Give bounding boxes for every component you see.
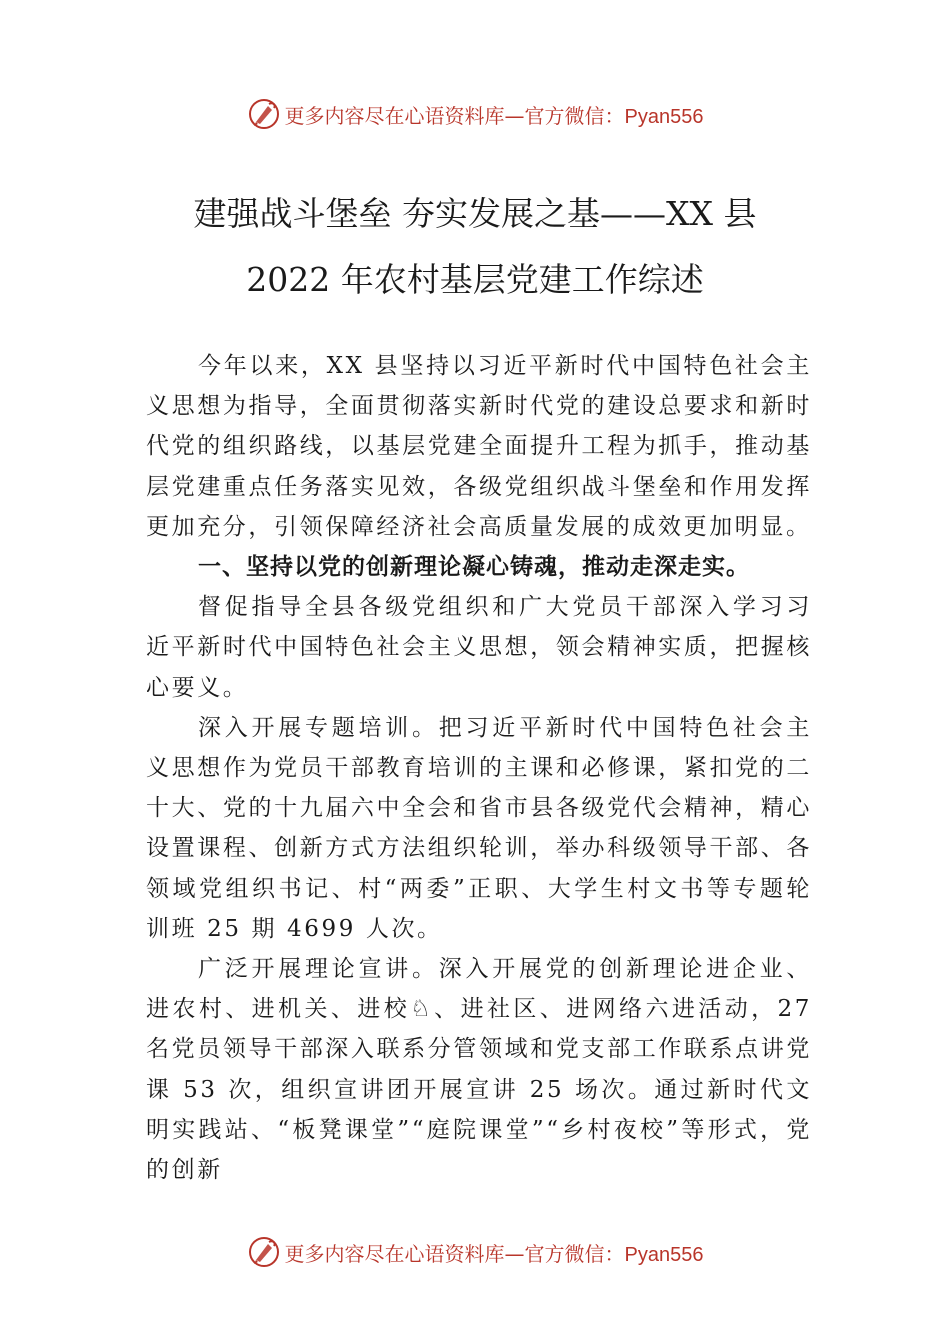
document-body <box>146 346 812 1190</box>
watermark-text: 更多内容尽在心语资料库—官方微信：Pyan556 <box>284 103 704 128</box>
paragraph-lectures: 广泛开展理论宣讲。深入开展党的创新理论进企业、进农村、进机关、进校♘、进社区、进网络六进活动，27 名党员领导干部深入联系分管领域和党支部工作联系点讲党课 53 次，组织宣讲团开展宣讲 25 场次。通过新时代文明实践站、“板凳课堂”“庭院课堂”“乡村夜校”等形式，党的创新 <box>146 956 812 1184</box>
paragraph-training: 深入开展专题培训。把习近平新时代中国特色社会主义思想作为党员干部教育培训的主课和必修课，紧扣党的二十大、党的十九届六中全会和省市县各级党代会精神，精心设置课程、创新方式方法组织轮训，举办科级领导干部、各领域党组织书记、村“两委”正职、大学生村文书等专题轮训班 25 期 4699 人次。 <box>146 714 812 942</box>
watermark-footer <box>0 1234 950 1270</box>
document-title-line-2: 2022 年农村基层党建工作综述 <box>246 260 704 299</box>
section-heading-1: 一、坚持以党的创新理论凝心铸魂，推动走深走实。 <box>198 554 750 581</box>
watermark-text: 更多内容尽在心语资料库—官方微信：Pyan556 <box>284 1241 704 1266</box>
paragraph-intro: 今年以来，XX 县坚持以习近平新时代中国特色社会主义思想为指导，全面贯彻落实新时代党的建设总要求和新时代党的组织路线，以基层党建全面提升工程为抓手，推动基层党建重点任务落实见效，各级党组织战斗堡垒和作用发挥更加充分，引领保障经济社会高质量发展的成效更加明显。 <box>146 353 812 540</box>
document-title-line-1: 建强战斗堡垒 夯实发展之基——XX 县 <box>193 194 757 233</box>
pen-nib-circle-icon <box>247 1235 281 1269</box>
pen-nib-circle-icon <box>247 97 281 131</box>
watermark-header <box>0 96 950 132</box>
paragraph-section-1-summary: 督促指导全县各级党组织和广大党员干部深入学习习近平新时代中国特色社会主义思想，领会精神实质，把握核心要义。 <box>146 594 812 701</box>
